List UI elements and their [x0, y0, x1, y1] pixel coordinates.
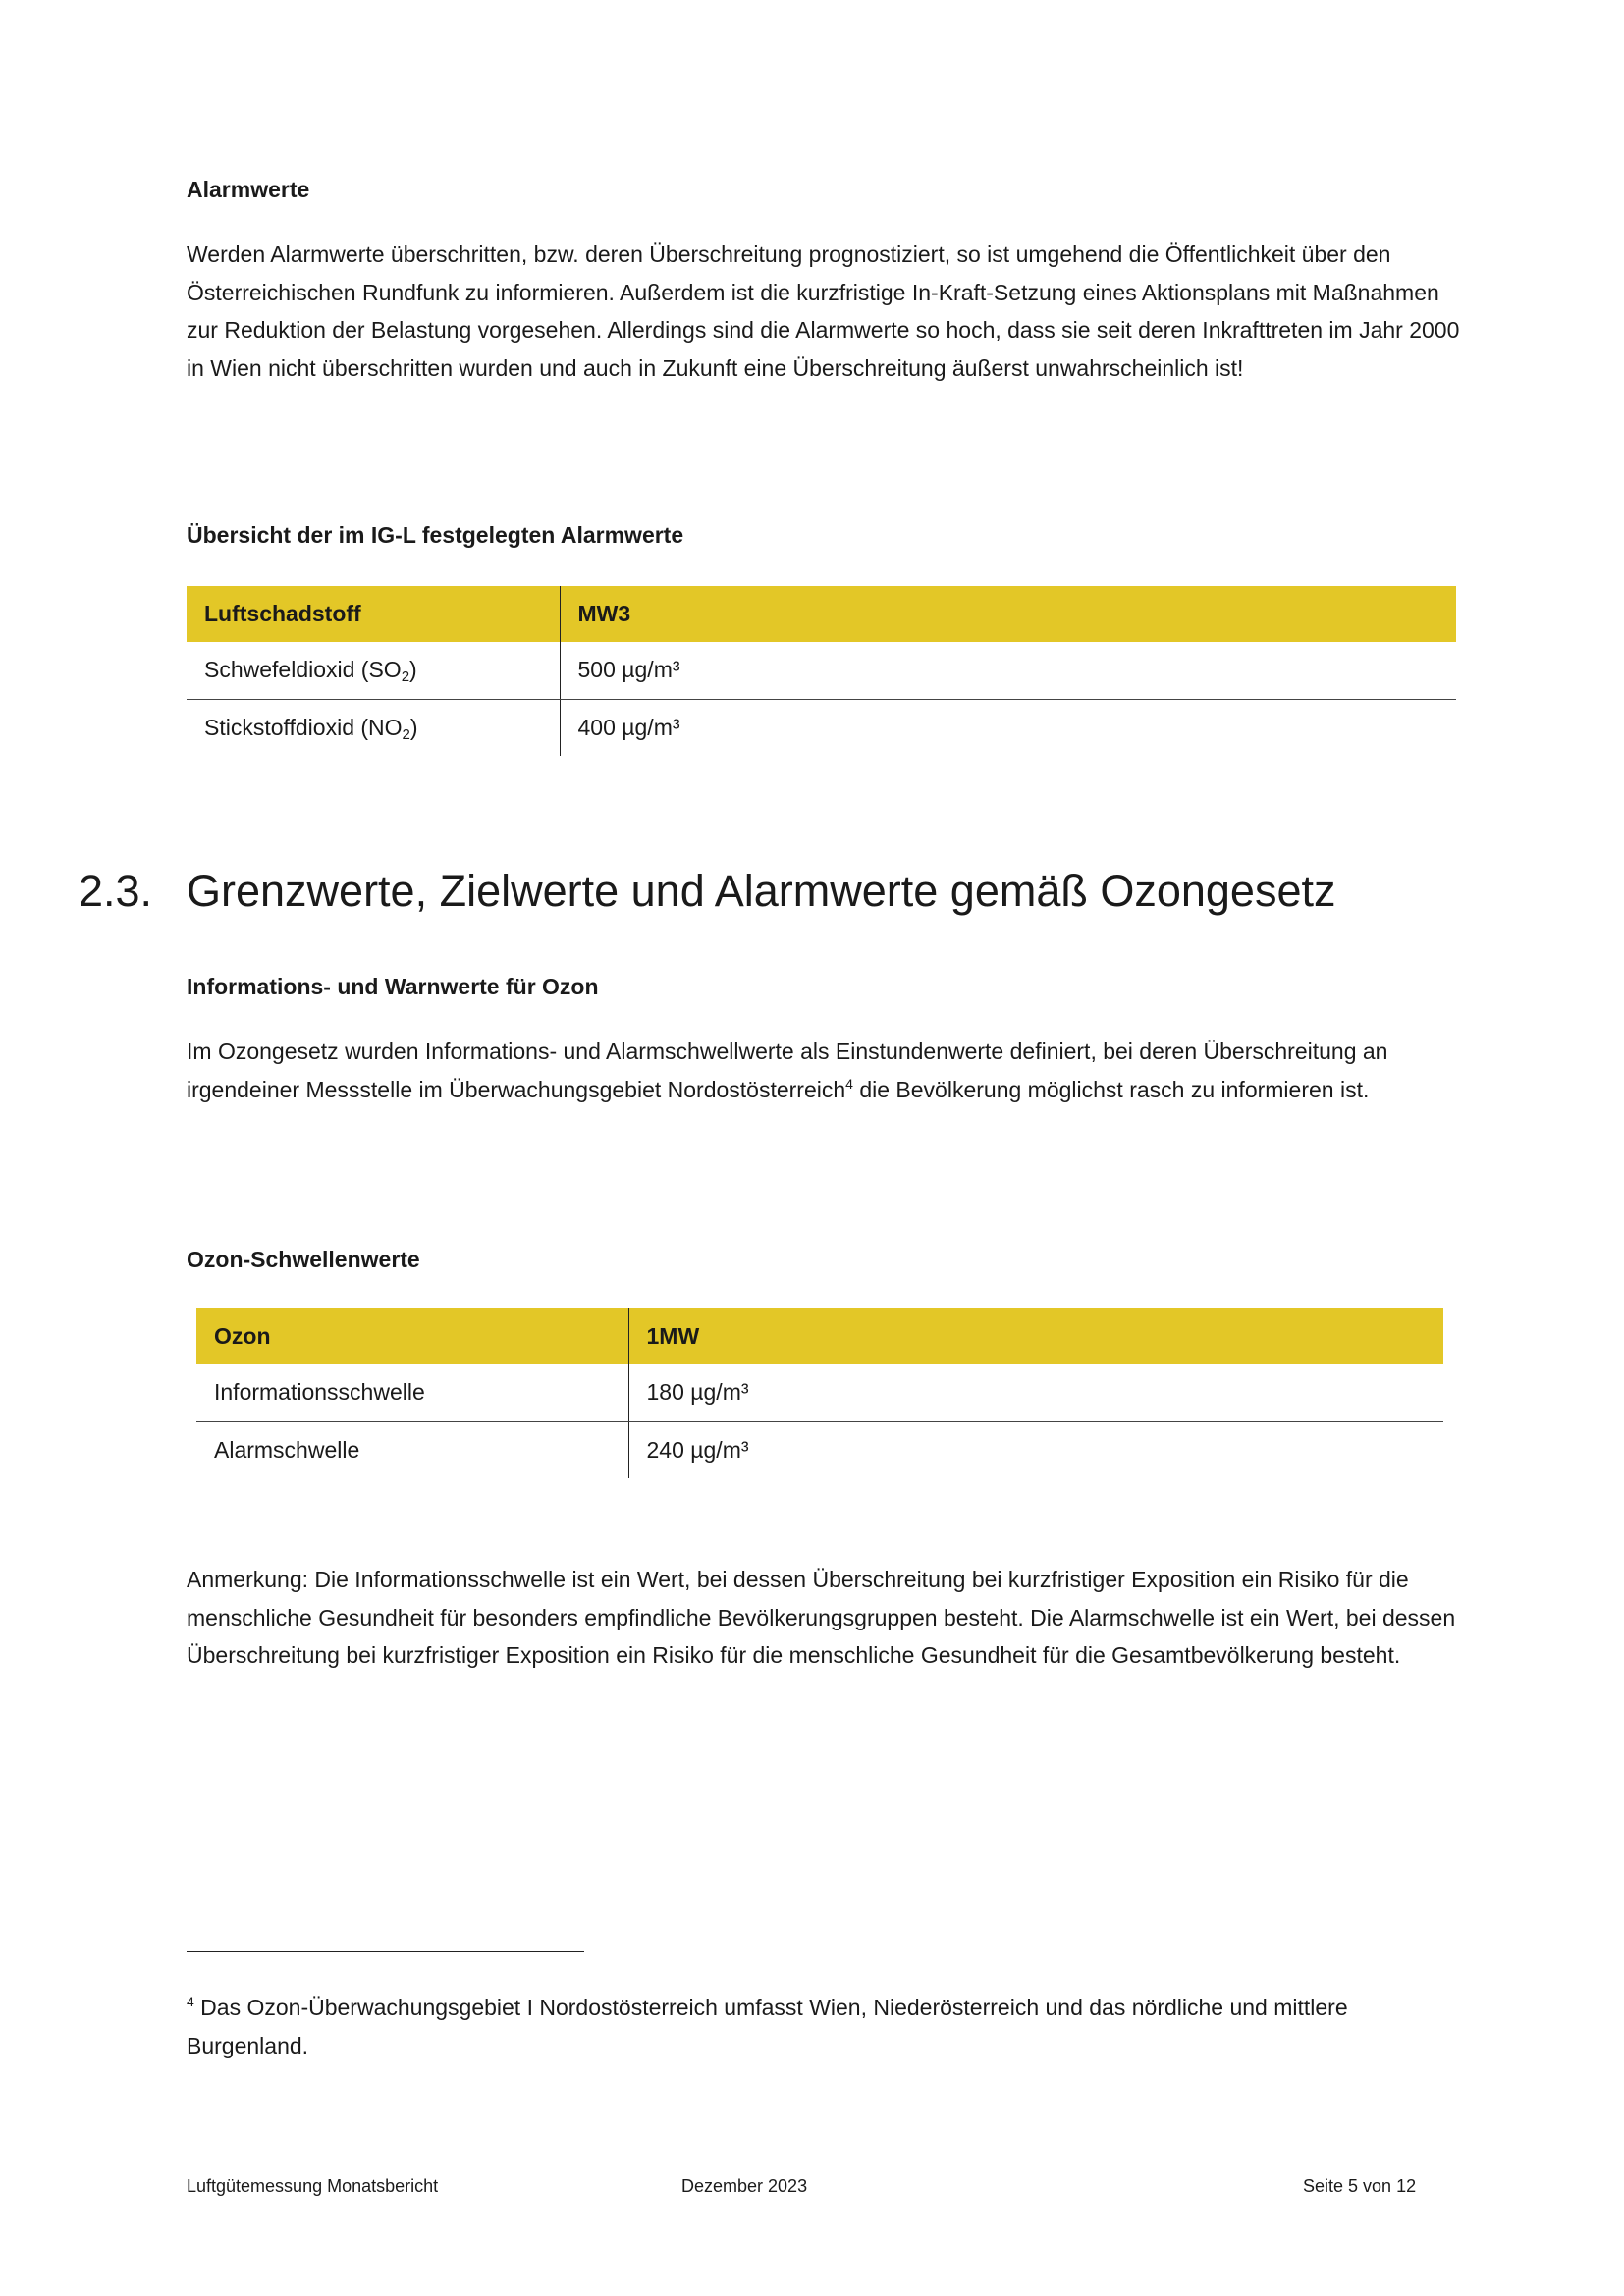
table-header-cell: Luftschadstoff — [187, 586, 560, 642]
table-header-cell: 1MW — [628, 1308, 1443, 1364]
section-title: Grenzwerte, Zielwerte und Alarmwerte gemäß Ozongesetz — [187, 866, 1336, 916]
footnote-reference[interactable]: 4 — [845, 1075, 853, 1092]
table-header-cell: Ozon — [196, 1308, 628, 1364]
footnote-marker: 4 — [187, 1994, 194, 2009]
footnote: $^4$ Das Ozon-Überwachungsgebiet I Nordostösterreich umfasst Wien, Niederösterreich und das nördliche und mittlere Burgenland. — [187, 1994, 1348, 2058]
section-heading — [79, 864, 1551, 919]
table-header-cell: MW3 — [560, 586, 1456, 642]
table-row — [196, 1421, 1443, 1478]
alarm-paragraph: Werden Alarmwerte überschritten, bzw. deren Überschreitung prognostiziert, so ist umgehend die Öffentlichkeit über den Österreichischen Rundfunk zu informieren. Außerdem ist die kurzfristige In-Kraft-Setzung eines Aktionsplans mit Maßnahmen zur Reduktion der Belastung vorgesehen. Allerdings sind die Alarmwerte so hoch, dass sie seit deren Inkrafttreten im Jahr 2000 in Wien nicht überschritten wurden und auch in Zukunft eine Überschreitung äußerst unwahrscheinlich ist! — [187, 241, 1460, 381]
table-row — [187, 642, 1456, 699]
value-cell: 240 µg/m³ — [646, 1436, 749, 1463]
footer-left: Luftgütemessung Monatsbericht — [187, 2176, 439, 2196]
igl-alarm-table — [187, 586, 1456, 756]
table-row — [187, 699, 1456, 756]
ozone-paragraph: Im Ozongesetz wurden Informations- und Alarmschwellwerte als Einstundenwerte definiert, bei deren Überschreitung an irgendeiner Messstelle im Überwachungsgebiet Nordostösterreich$^4$ die Bevölkerung möglichst rasch zu informieren ist. — [187, 1039, 1388, 1102]
igl-table-caption: Übersicht der im IG-L festgelegten Alarmwerte — [187, 522, 684, 548]
table-row — [196, 1364, 1443, 1421]
footnote-divider — [187, 1951, 584, 1952]
pollutant-cell: Stickstoffdioxid $(NO_2)$ — [187, 699, 560, 756]
note-paragraph: Anmerkung: Die Informationsschwelle ist ein Wert, bei dessen Überschreitung bei kurzfristiger Exposition ein Risiko für die menschliche Gesundheit für besonders empfindliche Bevölkerungsgruppen besteht. Die Alarmschwelle ist ein Wert, bei dessen Überschreitung bei kurzfristiger Exposition ein Risiko für die menschliche Gesundheit für die Gesamtbevölkerung besteht. — [187, 1567, 1456, 1668]
value-cell: 180 µg/m³ — [628, 1364, 1443, 1421]
table-header-row — [196, 1308, 1443, 1364]
alarm-heading: Alarmwerte — [187, 177, 310, 202]
threshold-name-cell: Alarmschwelle — [196, 1421, 628, 1478]
threshold-name-cell: Informationsschwelle — [196, 1364, 628, 1421]
footer-center: Dezember 2023 — [681, 2176, 808, 2196]
section-number: 2.3. — [79, 866, 153, 916]
ozone-subheading: Informations- und Warnwerte für Ozon — [187, 974, 599, 999]
pollutant-cell: Schwefeldioxid $(SO_2)$ — [187, 642, 560, 699]
footer-page-number: Seite 5 von 12 — [1303, 2176, 1417, 2196]
value-cell: 500 µg/m³ — [560, 642, 1456, 699]
ozone-table-caption: Ozon-Schwellenwerte — [187, 1247, 420, 1272]
ozone-threshold-table — [196, 1308, 1443, 1478]
table-header-row — [187, 586, 1456, 642]
value-cell: 400 µg/m³ — [577, 714, 680, 740]
